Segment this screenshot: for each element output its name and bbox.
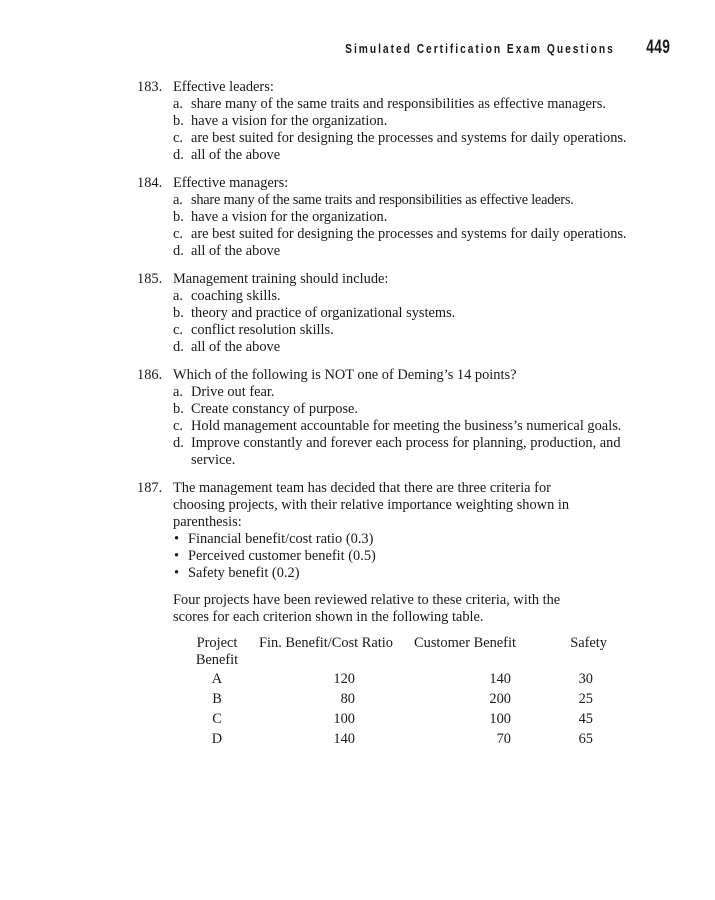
cell-project: B <box>212 691 222 707</box>
cell-project: C <box>212 711 222 727</box>
question-stem: The management team has decided that there are three criteria for choosing projects, with their relative importance weighting shown in parenthesis: <box>173 480 570 530</box>
cell-project: D <box>211 731 223 747</box>
cell-customer: 140 <box>489 671 511 687</box>
cell-customer: 100 <box>489 711 511 727</box>
cell-safety: 25 <box>578 691 593 707</box>
col-header-project: Project Benefit <box>195 635 239 668</box>
option-a: a. coaching skills. <box>173 288 281 304</box>
list-item: • Perceived customer benefit (0.5) <box>174 548 376 564</box>
option-d: d. all of the above <box>173 339 281 355</box>
question-number: 183. <box>137 79 163 95</box>
table-row <box>187 709 607 729</box>
page-number: 449 <box>646 37 670 58</box>
cell-fin-ratio: 120 <box>333 671 355 687</box>
project-scores-table <box>187 635 607 749</box>
option-a: a. share many of the same traits and responsibilities as effective managers. <box>173 96 606 112</box>
table-row <box>187 729 607 749</box>
running-header <box>286 37 670 59</box>
question-list <box>137 79 637 749</box>
table-intro-paragraph: Four projects have been reviewed relative to these criteria, with the scores for each criterion shown in the following table. <box>173 592 561 625</box>
table-row <box>187 669 607 689</box>
option-a: a. share many of the same traits and responsibilities as effective leaders. <box>173 192 574 208</box>
question-185 <box>137 271 637 356</box>
cell-customer: 200 <box>489 691 511 707</box>
option-d: d. Improve constantly and forever each process for planning, production, and service. <box>173 435 621 468</box>
question-number: 184. <box>137 175 163 191</box>
question-183 <box>137 79 637 164</box>
option-a: a. Drive out fear. <box>173 384 275 400</box>
option-c: c. are best suited for designing the processes and systems for daily operations. <box>173 226 627 242</box>
question-186 <box>137 367 637 469</box>
col-header-safety: Safety <box>570 635 607 651</box>
question-stem: Management training should include: <box>173 271 389 287</box>
option-b: b. have a vision for the organization. <box>173 209 388 225</box>
option-c: c. conflict resolution skills. <box>173 322 334 338</box>
cell-customer: 70 <box>496 731 511 747</box>
question-stem: Effective managers: <box>173 175 289 191</box>
cell-safety: 65 <box>578 731 593 747</box>
question-number: 186. <box>137 367 163 383</box>
question-stem: Which of the following is NOT one of Deming’s 14 points? <box>173 367 517 383</box>
option-b: b. Create constancy of purpose. <box>173 401 359 417</box>
cell-fin-ratio: 100 <box>333 711 355 727</box>
table-row <box>187 689 607 709</box>
cell-safety: 45 <box>578 711 593 727</box>
table-header-row <box>187 635 607 669</box>
criteria-list <box>173 531 637 582</box>
cell-safety: 30 <box>578 671 593 687</box>
list-item: • Safety benefit (0.2) <box>174 565 300 581</box>
cell-fin-ratio: 80 <box>340 691 355 707</box>
col-header-customer: Customer Benefit <box>414 635 516 651</box>
cell-project: A <box>211 671 223 687</box>
option-b: b. theory and practice of organizational systems. <box>173 305 456 321</box>
option-c: c. Hold management accountable for meeting the business’s numerical goals. <box>173 418 622 434</box>
question-184 <box>137 175 637 260</box>
option-c: c. are best suited for designing the processes and systems for daily operations. <box>173 130 627 146</box>
question-stem: Effective leaders: <box>173 79 274 95</box>
header-title: Simulated Certification Exam Questions <box>345 42 615 56</box>
question-187 <box>137 480 637 749</box>
cell-fin-ratio: 140 <box>333 731 355 747</box>
list-item: • Financial benefit/cost ratio (0.3) <box>174 531 374 547</box>
option-d: d. all of the above <box>173 147 281 163</box>
question-number: 185. <box>137 271 163 287</box>
option-d: d. all of the above <box>173 243 281 259</box>
option-b: b. have a vision for the organization. <box>173 113 388 129</box>
col-header-fin-ratio: Fin. Benefit/Cost Ratio <box>259 635 393 651</box>
question-number: 187. <box>137 480 163 496</box>
